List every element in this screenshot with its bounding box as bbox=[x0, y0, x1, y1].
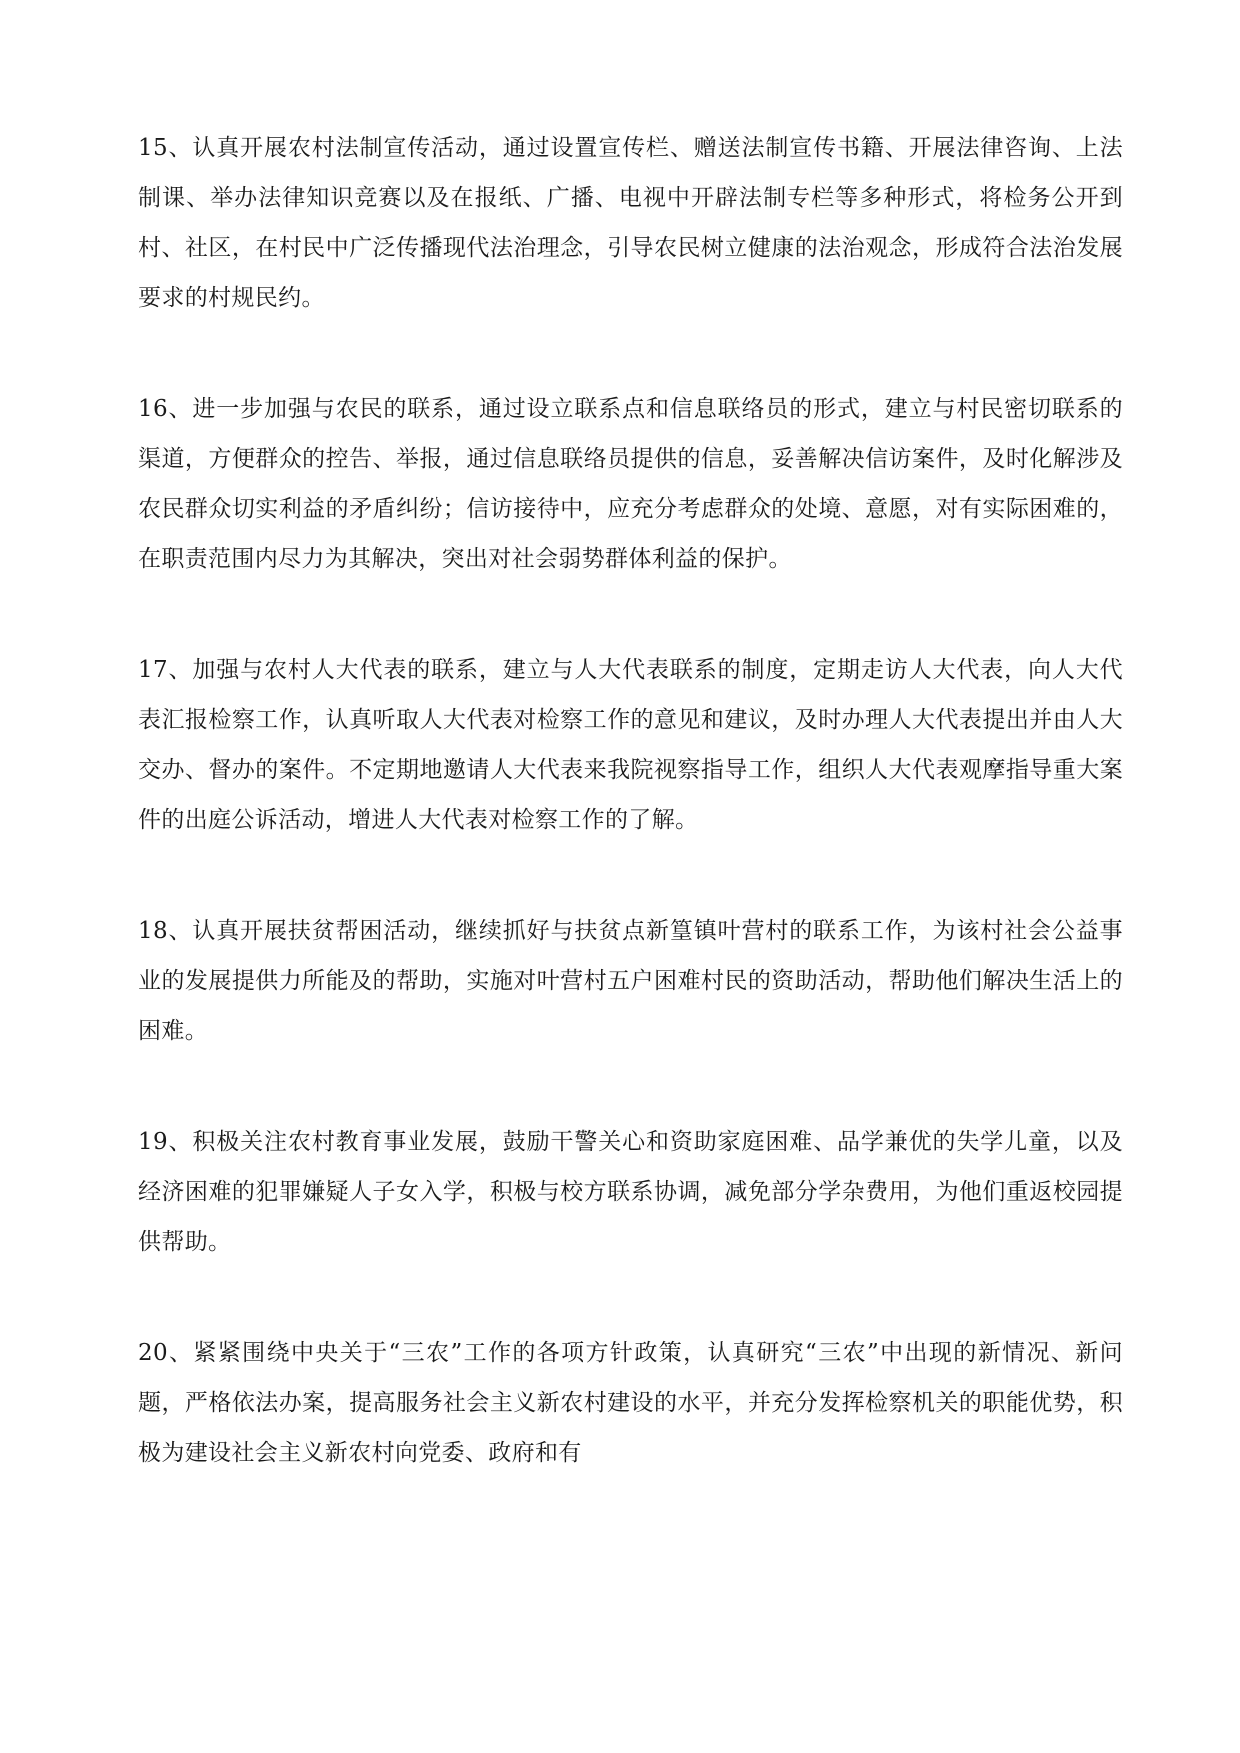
paragraph-16: 16、进一步加强与农民的联系，通过设立联系点和信息联络员的形式，建立与村民密切联系的渠道，方便群众的控告、举报，通过信息联络员提供的信息，妥善解决信访案件，及时化解涉及农民群众切实利益的矛盾纠纷；信访接待中，应充分考虑群众的处境、意愿，对有实际困难的，在职责范围内尽力为其解决，突出对社会弱势群体利益的保护。 bbox=[138, 396, 1123, 572]
paragraph-19: 19、积极关注农村教育事业发展，鼓励干警关心和资助家庭困难、品学兼优的失学儿童，以及经济困难的犯罪嫌疑人子女入学，积极与校方联系协调，减免部分学杂费用，为他们重返校园提供帮助。 bbox=[138, 1129, 1123, 1255]
paragraph-17: 17、加强与农村人大代表的联系，建立与人大代表联系的制度，定期走访人大代表，向人大代表汇报检察工作，认真听取人大代表对检察工作的意见和建议，及时办理人大代表提出并由人大交办、督办的案件。不定期地邀请人大代表来我院视察指导工作，组织人大代表观摩指导重大案件的出庭公诉活动，增进人大代表对检察工作的了解。 bbox=[138, 657, 1123, 833]
paragraph-20: 20、紧紧围绕中央关于“三农”工作的各项方针政策，认真研究“三农”中出现的新情况、新问题，严格依法办案，提高服务社会主义新农村建设的水平，并充分发挥检察机关的职能优势，积极为建设社会主义新农村向党委、政府和有 bbox=[138, 1340, 1123, 1466]
paragraph-15: 15、认真开展农村法制宣传活动，通过设置宣传栏、赠送法制宣传书籍、开展法律咨询、上法制课、举办法律知识竞赛以及在报纸、广播、电视中开辟法制专栏等多种形式，将检务公开到村、社区，在村民中广泛传播现代法治理念，引导农民树立健康的法治观念，形成符合法治发展要求的村规民约。 bbox=[138, 135, 1123, 311]
document-body bbox=[138, 123, 1123, 1539]
paragraph-18: 18、认真开展扶贫帮困活动，继续抓好与扶贫点新篁镇叶营村的联系工作，为该村社会公益事业的发展提供力所能及的帮助，实施对叶营村五户困难村民的资助活动，帮助他们解决生活上的困难。 bbox=[138, 918, 1123, 1044]
